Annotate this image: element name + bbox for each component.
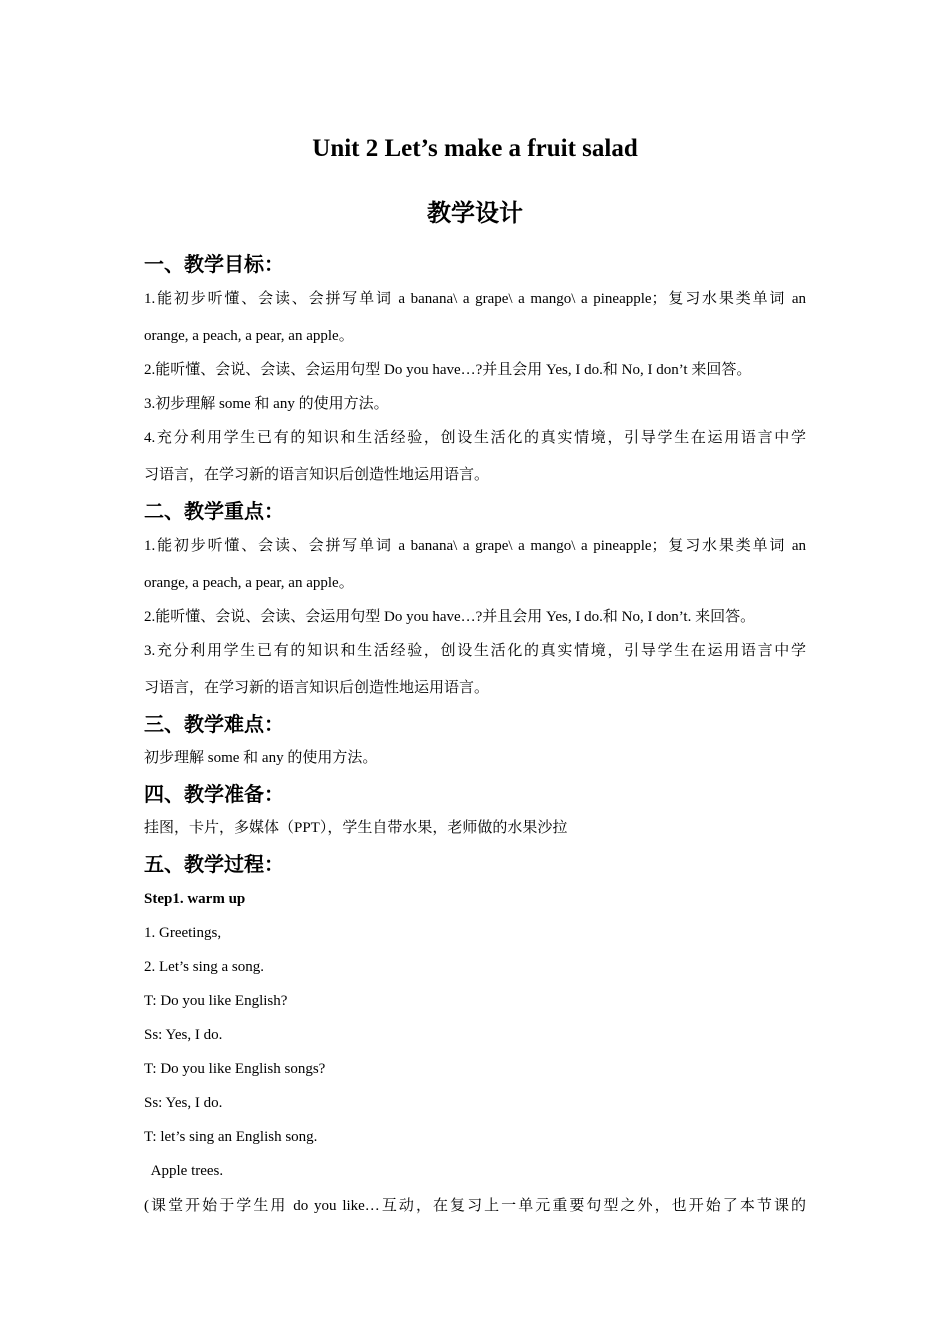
section-heading-objectives: 一、教学目标： bbox=[144, 252, 284, 276]
process-line: Ss: Yes, I do. bbox=[144, 1027, 223, 1043]
objectives-line: orange, a peach, a pear, an apple。 bbox=[144, 328, 354, 344]
step-title: Step1. warm up bbox=[144, 891, 246, 907]
document-subtitle: 教学设计 bbox=[427, 199, 523, 227]
objectives-line: 1.能初步听懂、会读、会拼写单词 a banana\ a grape\ a mango\ a pineapple；复习水果类单词 an bbox=[144, 291, 806, 307]
section-heading-process: 五、教学过程： bbox=[144, 852, 284, 876]
process-line: 1. Greetings, bbox=[144, 925, 222, 941]
preparation-line: 挂图，卡片，多媒体（PPT），学生自带水果，老师做的水果沙拉 bbox=[144, 820, 568, 836]
section-heading-difficulties: 三、教学难点： bbox=[144, 712, 284, 736]
process-line: T: Do you like English? bbox=[144, 993, 288, 1009]
difficulties-line: 初步理解 some 和 any 的使用方法。 bbox=[144, 750, 378, 766]
objectives-line: 习语言，在学习新的语言知识后创造性地运用语言。 bbox=[144, 467, 490, 483]
key-points-line: orange, a peach, a pear, an apple。 bbox=[144, 575, 354, 591]
key-points-line: 1.能初步听懂、会读、会拼写单词 a banana\ a grape\ a mango\ a pineapple；复习水果类单词 an bbox=[144, 538, 806, 554]
objectives-line: 2.能听懂、会说、会读、会运用句型 Do you have…?并且会用 Yes, I do.和 No, I don’t 来回答。 bbox=[144, 362, 752, 378]
process-line: T: let’s sing an English song. bbox=[144, 1129, 318, 1145]
objectives-line: 3.初步理解 some 和 any 的使用方法。 bbox=[144, 396, 389, 412]
key-points-line: 3.充分利用学生已有的知识和生活经验，创设生活化的真实情境，引导学生在运用语言中学 bbox=[144, 643, 806, 659]
document-title: Unit 2 Let’s make a fruit salad bbox=[312, 135, 638, 162]
process-line: 2. Let’s sing a song. bbox=[144, 959, 264, 975]
key-points-line: 习语言，在学习新的语言知识后创造性地运用语言。 bbox=[144, 680, 490, 696]
key-points-line: 2.能听懂、会说、会读、会运用句型 Do you have…?并且会用 Yes, I do.和 No, I don’t. 来回答。 bbox=[144, 609, 756, 625]
section-heading-key-points: 二、教学重点： bbox=[144, 499, 284, 523]
process-line: (课堂开始于学生用 do you like…互动，在复习上一单元重要句型之外，也开始了本节课的 bbox=[144, 1198, 806, 1214]
process-line: T: Do you like English songs? bbox=[144, 1061, 326, 1077]
section-heading-preparation: 四、教学准备： bbox=[144, 782, 284, 806]
process-line: Ss: Yes, I do. bbox=[144, 1095, 223, 1111]
objectives-line: 4.充分利用学生已有的知识和生活经验，创设生活化的真实情境，引导学生在运用语言中学 bbox=[144, 430, 806, 446]
process-line: Apple trees. bbox=[144, 1163, 224, 1179]
